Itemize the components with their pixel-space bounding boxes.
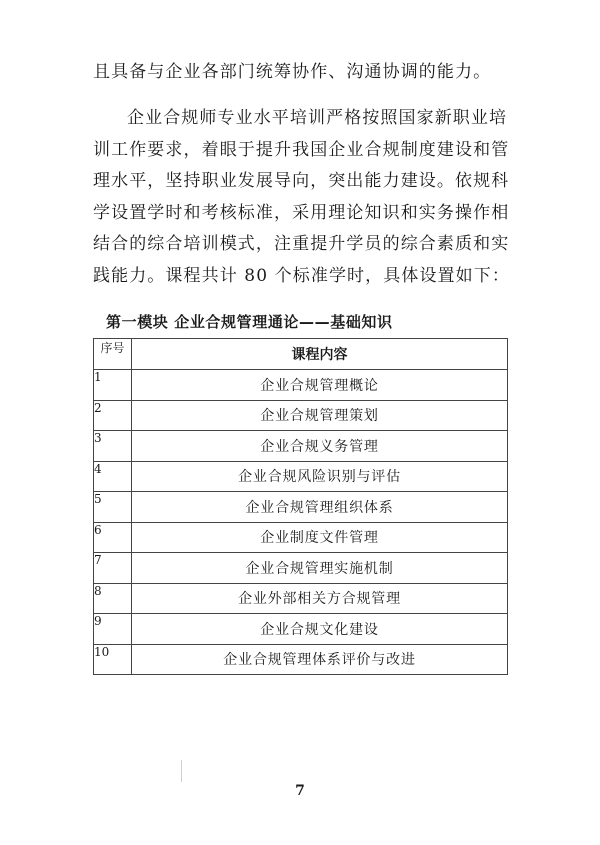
table-row <box>94 461 508 492</box>
table-row <box>94 431 508 462</box>
table-row <box>94 492 508 523</box>
row-number: 10 <box>94 644 132 675</box>
row-course: 企业合规义务管理 <box>132 431 508 462</box>
row-course: 企业合规管理概论 <box>132 370 508 401</box>
paragraph-training-intro: 企业合规师专业水平培训严格按照国家新职业培训工作要求，着眼于提升我国企业合规制度建设和管理水平，坚持职业发展导向，突出能力建设。依规科学设置学时和考核标准，采用理论知识和实务操作相结合的综合培训模式，注重提升学员的综合素质和实践能力。课程共计 80 个标准学时，具体设置如下： <box>93 108 510 286</box>
table-row <box>94 644 508 675</box>
row-course: 企业合规风险识别与评估 <box>132 461 508 492</box>
row-number: 3 <box>94 431 132 462</box>
header-course-content: 课程内容 <box>132 339 508 370</box>
page-number: 7 <box>295 783 305 799</box>
table-row <box>94 583 508 614</box>
table-header-row <box>94 339 508 370</box>
row-number: 1 <box>94 370 132 401</box>
course-table <box>93 338 508 675</box>
row-number: 8 <box>94 583 132 614</box>
header-serial-number: 序号 <box>94 339 132 370</box>
table-row <box>94 370 508 401</box>
row-course: 企业合规管理实施机制 <box>132 553 508 584</box>
table-row <box>94 614 508 645</box>
row-course: 企业合规文化建设 <box>132 614 508 645</box>
row-number: 9 <box>94 614 132 645</box>
scan-fold-mark <box>181 760 182 782</box>
module-title: 第一模块 企业合规管理通论——基础知识 <box>106 313 393 331</box>
row-number: 7 <box>94 553 132 584</box>
paragraph-continuation: 且具备与企业各部门统筹协作、沟通协调的能力。 <box>93 62 492 82</box>
row-course: 企业外部相关方合规管理 <box>132 583 508 614</box>
table-row <box>94 522 508 553</box>
table-row <box>94 553 508 584</box>
row-course: 企业合规管理组织体系 <box>132 492 508 523</box>
row-number: 4 <box>94 461 132 492</box>
row-course: 企业合规管理体系评价与改进 <box>132 644 508 675</box>
table-row <box>94 400 508 431</box>
row-course: 企业合规管理策划 <box>132 400 508 431</box>
row-course: 企业制度文件管理 <box>132 522 508 553</box>
row-number: 6 <box>94 522 132 553</box>
row-number: 5 <box>94 492 132 523</box>
row-number: 2 <box>94 400 132 431</box>
